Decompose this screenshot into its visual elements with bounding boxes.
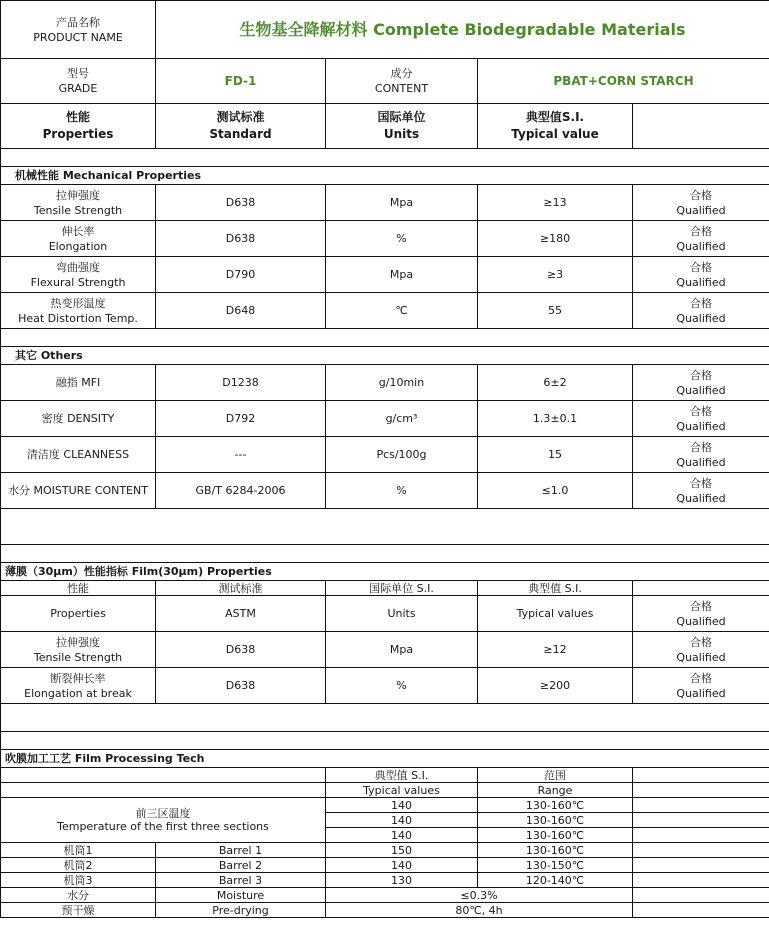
unit-value: ℃ bbox=[326, 293, 478, 329]
unit-value: Pcs/100g bbox=[326, 437, 478, 473]
typical-value: ≥13 bbox=[478, 185, 633, 221]
result-value: 合格 Qualified bbox=[633, 293, 769, 329]
typical-value: ≥3 bbox=[478, 257, 633, 293]
film-col-standard-cn: 测试标准 bbox=[156, 581, 326, 596]
moisture-en: Moisture bbox=[156, 888, 326, 903]
proc-col-range-cn: 范围 bbox=[478, 768, 633, 783]
spacer-row bbox=[1, 732, 769, 750]
proc-col-typical-en: Typical values bbox=[326, 783, 478, 798]
table-row bbox=[1, 858, 769, 873]
proc-col-range-en: Range bbox=[478, 783, 633, 798]
typical-value: ≥12 bbox=[478, 632, 633, 668]
standard-value: --- bbox=[156, 437, 326, 473]
range-value: 130-150℃ bbox=[478, 858, 633, 873]
typical-value: 1.3±0.1 bbox=[478, 401, 633, 437]
section-film bbox=[1, 563, 769, 581]
result-value: 合格 Qualified bbox=[633, 473, 769, 509]
unit-value: Mpa bbox=[326, 185, 478, 221]
typical-value: 140 bbox=[326, 828, 478, 843]
standard-value: D790 bbox=[156, 257, 326, 293]
section-processing bbox=[1, 750, 769, 768]
unit-value: Mpa bbox=[326, 257, 478, 293]
typical-value: 15 bbox=[478, 437, 633, 473]
table-row bbox=[1, 437, 769, 473]
film-col-standard-en: ASTM bbox=[156, 596, 326, 632]
result-value: 合格 Qualified bbox=[633, 401, 769, 437]
property-name: 断裂伸长率 Elongation at break bbox=[1, 668, 156, 704]
typical-value: 140 bbox=[326, 798, 478, 813]
result-value: 合格 Qualified bbox=[633, 632, 769, 668]
typical-value: 6±2 bbox=[478, 365, 633, 401]
property-name: 热变形温度 Heat Distortion Temp. bbox=[1, 293, 156, 329]
proc-head-cn-row bbox=[1, 768, 769, 783]
header-row-product bbox=[1, 1, 769, 59]
col-typical: 典型值S.I. Typical value bbox=[478, 104, 633, 149]
section-mechanical bbox=[1, 167, 769, 185]
property-name: 水分 MOISTURE CONTENT bbox=[1, 473, 156, 509]
predry-en: Pre-drying bbox=[156, 903, 326, 918]
table-row bbox=[1, 843, 769, 858]
film-head-cn-row bbox=[1, 581, 769, 596]
property-name: 密度 DENSITY bbox=[1, 401, 156, 437]
film-col-properties-en: Properties bbox=[1, 596, 156, 632]
film-col-units-en: Units bbox=[326, 596, 478, 632]
spacer-row bbox=[1, 545, 769, 563]
range-value: 120-140℃ bbox=[478, 873, 633, 888]
grade-value: FD-1 bbox=[156, 59, 326, 104]
table-row bbox=[1, 873, 769, 888]
table-row bbox=[1, 903, 769, 918]
standard-value: D638 bbox=[156, 221, 326, 257]
standard-value: D638 bbox=[156, 668, 326, 704]
col-units: 国际单位 Units bbox=[326, 104, 478, 149]
table-row bbox=[1, 185, 769, 221]
property-name: 清洁度 CLEANNESS bbox=[1, 437, 156, 473]
grade-label: 型号 GRADE bbox=[1, 59, 156, 104]
range-value: 130-160℃ bbox=[478, 828, 633, 843]
spacer-row bbox=[1, 329, 769, 347]
barrel-en: Barrel 1 bbox=[156, 843, 326, 858]
range-value: 130-160℃ bbox=[478, 843, 633, 858]
result-value: 合格 Qualified bbox=[633, 365, 769, 401]
typical-value: 130 bbox=[326, 873, 478, 888]
document-title: 生物基全降解材料 Complete Biodegradable Materials bbox=[156, 1, 769, 59]
section-title-film: 薄膜（30μm）性能指标 Film(30μm) Properties bbox=[1, 563, 769, 581]
film-head-en-row bbox=[1, 596, 769, 632]
film-col-typical-cn: 典型值 S.I. bbox=[478, 581, 633, 596]
unit-value: % bbox=[326, 473, 478, 509]
spacer-row bbox=[1, 704, 769, 732]
film-col-units-cn: 国际单位 S.I. bbox=[326, 581, 478, 596]
spacer-row bbox=[1, 509, 769, 545]
result-value: 合格 Qualified bbox=[633, 185, 769, 221]
unit-value: Mpa bbox=[326, 632, 478, 668]
unit-value: % bbox=[326, 668, 478, 704]
barrel-cn: 机筒1 bbox=[1, 843, 156, 858]
property-name: 融指 MFI bbox=[1, 365, 156, 401]
first-three-sections-label: 前三区温度 Temperature of the first three sections bbox=[1, 798, 326, 843]
typical-value: ≥200 bbox=[478, 668, 633, 704]
typical-value: 140 bbox=[326, 813, 478, 828]
product-name-label: 产品名称 PRODUCT NAME bbox=[1, 1, 156, 59]
section-title-processing: 吹膜加工工艺 Film Processing Tech bbox=[1, 750, 769, 768]
table-row bbox=[1, 221, 769, 257]
typical-value: 150 bbox=[326, 843, 478, 858]
typical-value: ≥180 bbox=[478, 221, 633, 257]
film-col-typical-en: Typical values bbox=[478, 596, 633, 632]
section-title-others: 其它 Others bbox=[1, 347, 769, 365]
barrel-cn: 机筒2 bbox=[1, 858, 156, 873]
result-value: 合格 Qualified bbox=[633, 437, 769, 473]
unit-value: % bbox=[326, 221, 478, 257]
barrel-en: Barrel 3 bbox=[156, 873, 326, 888]
standard-value: D792 bbox=[156, 401, 326, 437]
result-value: 合格 Qualified bbox=[633, 257, 769, 293]
table-row bbox=[1, 293, 769, 329]
spacer-row bbox=[1, 149, 769, 167]
barrel-en: Barrel 2 bbox=[156, 858, 326, 873]
result-value: 合格 Qualified bbox=[633, 668, 769, 704]
col-standard: 测试标准 Standard bbox=[156, 104, 326, 149]
typical-value: ≤1.0 bbox=[478, 473, 633, 509]
standard-value: GB/T 6284-2006 bbox=[156, 473, 326, 509]
table-row bbox=[1, 365, 769, 401]
col-properties: 性能 Properties bbox=[1, 104, 156, 149]
col-result bbox=[633, 104, 769, 149]
range-value: 130-160℃ bbox=[478, 813, 633, 828]
property-name: 弯曲强度 Flexural Strength bbox=[1, 257, 156, 293]
table-row bbox=[1, 798, 769, 813]
range-value: 130-160℃ bbox=[478, 798, 633, 813]
proc-col-typical-cn: 典型值 S.I. bbox=[326, 768, 478, 783]
unit-value: g/cm³ bbox=[326, 401, 478, 437]
proc-head-en-row bbox=[1, 783, 769, 798]
moisture-cn: 水分 bbox=[1, 888, 156, 903]
typical-value: 140 bbox=[326, 858, 478, 873]
property-name: 拉伸强度 Tensile Strength bbox=[1, 632, 156, 668]
table-row bbox=[1, 632, 769, 668]
film-col-properties-cn: 性能 bbox=[1, 581, 156, 596]
table-row bbox=[1, 668, 769, 704]
table-row bbox=[1, 257, 769, 293]
result-value: 合格 Qualified bbox=[633, 221, 769, 257]
predry-value: 80℃, 4h bbox=[326, 903, 633, 918]
table-row bbox=[1, 473, 769, 509]
predry-cn: 预干燥 bbox=[1, 903, 156, 918]
standard-value: D638 bbox=[156, 185, 326, 221]
unit-value: g/10min bbox=[326, 365, 478, 401]
section-title-mechanical: 机械性能 Mechanical Properties bbox=[1, 167, 769, 185]
standard-value: D648 bbox=[156, 293, 326, 329]
section-others bbox=[1, 347, 769, 365]
column-header-row bbox=[1, 104, 769, 149]
result-value: 合格 Qualified bbox=[633, 596, 769, 632]
property-name: 拉伸强度 Tensile Strength bbox=[1, 185, 156, 221]
moisture-value: ≤0.3% bbox=[326, 888, 633, 903]
standard-value: D638 bbox=[156, 632, 326, 668]
content-value: PBAT+CORN STARCH bbox=[478, 59, 769, 104]
table-row bbox=[1, 888, 769, 903]
table-row bbox=[1, 401, 769, 437]
typical-value: 55 bbox=[478, 293, 633, 329]
property-name: 伸长率 Elongation bbox=[1, 221, 156, 257]
barrel-cn: 机筒3 bbox=[1, 873, 156, 888]
header-row-grade bbox=[1, 59, 769, 104]
standard-value: D1238 bbox=[156, 365, 326, 401]
content-label: 成分 CONTENT bbox=[326, 59, 478, 104]
